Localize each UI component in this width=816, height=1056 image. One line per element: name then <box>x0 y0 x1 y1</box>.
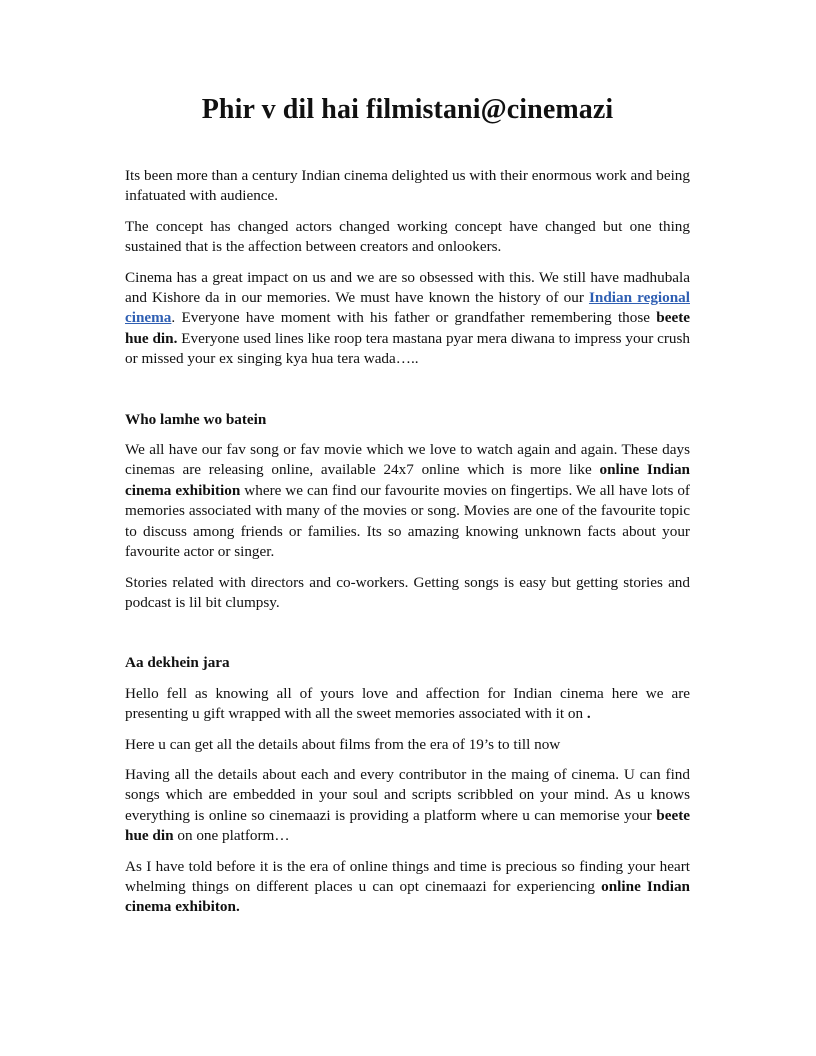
section-2-paragraph-3 <box>125 765 690 847</box>
section-2-paragraph-4 <box>125 857 690 918</box>
section-2-paragraph-1-text: Hello fell as knowing all of yours love and affection for Indian cinema here we are presenting u gift wrapped with all the sweet memories associated with it on <box>125 684 690 723</box>
section-aa-dekhein <box>125 653 690 917</box>
section-2-paragraph-3-text-2: on one platform… <box>173 827 290 845</box>
section-1-heading: Who lamhe wo batein <box>125 410 267 428</box>
section-1-paragraph-1 <box>125 440 690 562</box>
indian-regional-cinema-link[interactable]: Indian regional cinema <box>125 289 690 327</box>
intro-section <box>125 166 690 370</box>
intro-paragraph-3-bold: beete hue din. <box>125 309 690 347</box>
intro-paragraph-3 <box>125 268 690 370</box>
intro-paragraph-3-text-3: Everyone used lines like roop tera mastana pyar mera diwana to impress your crush or missed your ex singing kya hua tera wada….. <box>125 329 690 368</box>
intro-paragraph-1: Its been more than a century Indian cinema delighted us with their enormous work and being infatuated with audience. <box>125 167 690 205</box>
section-2-paragraph-1 <box>125 684 690 725</box>
section-2-paragraph-4-bold: online Indian cinema exhibiton. <box>125 877 690 916</box>
intro-paragraph-3-text-2: . Everyone have moment with his father or grandfather remembering those <box>171 309 657 327</box>
section-2-heading: Aa dekhein jara <box>125 654 230 672</box>
section-1-paragraph-1-text-1: We all have our fav song or fav movie which we love to watch again and again. These days cinemas are releasing online, available 24x7 online which is more like <box>125 441 690 479</box>
section-1-paragraph-1-text-2: where we can find our favourite movies on fingertips. We all have lots of memories associated with many of the movies or song. Movies are one of the favourite topic to discuss among friends or families. Its so amazing knowing unknown facts about your favourite actor or singer. <box>125 481 690 561</box>
section-who-lamhe <box>125 410 690 614</box>
section-2-paragraph-1-bold: . <box>586 705 591 723</box>
document-title: Phir v dil hai filmistani@cinemazi <box>201 94 614 125</box>
section-1-paragraph-1-bold: online Indian cinema exhibition <box>125 461 690 499</box>
section-2-paragraph-4-text: As I have told before it is the era of online things and time is precious so finding your heart whelming things on different places u can opt cinemaazi for experiencing <box>125 857 690 895</box>
document-page <box>125 0 690 928</box>
section-1-paragraph-2: Stories related with directors and co-workers. Getting songs is easy but getting stories and podcast is lil bit clumpsy. <box>125 573 690 611</box>
section-2-paragraph-3-text-1: Having all the details about each and every contributor in the maing of cinema. U can find songs which are embedded in your soul and scripts scribbled on your mind. As u knows everything is online so cinemaazi is providing a platform where u can memorise your <box>125 765 690 824</box>
intro-paragraph-3-text-1: Cinema has a great impact on us and we are so obsessed with this. We still have madhubala and Kishore da in our memories. We must have known the history of our <box>125 268 690 307</box>
intro-paragraph-2: The concept has changed actors changed working concept have changed but one thing sustained that is the affection between creators and onlookers. <box>125 217 690 256</box>
section-2-paragraph-3-bold: beete hue din <box>125 806 690 845</box>
section-2-paragraph-2: Here u can get all the details about films from the era of 19’s to till now <box>125 735 561 753</box>
